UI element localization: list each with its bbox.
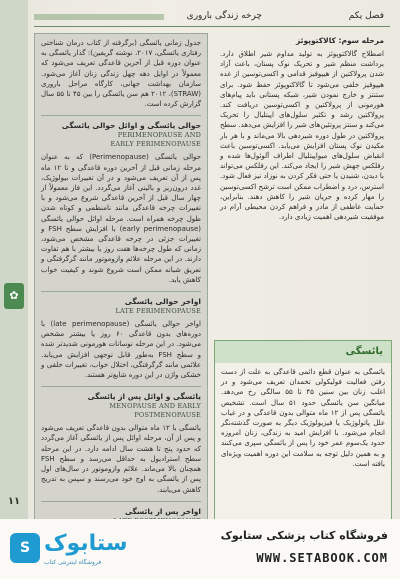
divider — [41, 501, 201, 502]
section-late-perimenopause-heading: اواخر حوالی یائسگی — [124, 297, 201, 307]
store-name: فروشگاه کتاب پزشکی ستابوک — [220, 529, 388, 542]
timeline-intro: جدول زمانی یائسگی (برگرفته از کتاب درمان شناختی رفتاری یائسگی، ۲۰۱۷، نوشته گریفین): گذار یائسگی به عنوان دوره قبل از آخرین قاعدگی تعریف می‌شود که معمولاً در اوایل دهه چهل زندگی زنان آغاز می‌شود. سازمان بهداشت جهانی، کارگاه مراحل باروری (STRAW)، ۲۰۱۲ هم سن یائسگی را بین ۴۵ تا ۵۵ سال گزارش کرده است. — [41, 39, 201, 109]
divider — [41, 386, 201, 387]
section-menopause-en: MENOPAUSE AND EARLY — [109, 402, 201, 411]
menopause-timeline-box — [34, 33, 208, 521]
header-chapter: چرخه زندگی باروری — [186, 11, 262, 21]
divider — [41, 291, 201, 292]
logo-icon: S — [10, 533, 40, 563]
header-part: فصل یکم — [348, 11, 384, 21]
galactopoiesis-heading: مرحله سوم: کالاکتوپوئز — [295, 36, 384, 45]
section-perimenopause-body: حوالی یائسگی (Perimenopause) که به عنوان مرحله زمانی قبل از آخرین دوره قاعدگی و تا ۱۲ ماه پس از آن تعریف می‌شود و در آن تغییرات بیولوژیک، غدد درون‌ریز و بالینی آغاز می‌گردد. این فاز معمولاً از چهار سال قبل از آخرین قاعدگی شروع می‌شود و با تغییرات چرخه قاعدگی مانند نامنظمی و کوتاه شدن طول چرخه همراه است. مرحله اوائل حوالی یائسگی (early perimenopause) با افزایش سطح FSH و تغییرات جزئی در چرخه قاعدگی مشخص می‌شود، زمانی که طول چرخه‌ها هفت روز یا بیشتر با هم تفاوت دارند. در این مرحله علائم وازوموتور مانند گرگرفتگی و تعریق شبانه ممکن است شروع شوند و کیفیت خواب کاهش یابد. — [41, 153, 202, 284]
section-menopause-body: یائسگی با ۱۲ ماه متوالی بدون قاعدگی تعریف می‌شود و پس از آن، مرحله اوائل پس از یائسگی آغاز می‌گردد که حدود پنج تا هشت سال ادامه دارد. در این مرحله سطح استرادیول به حداقل می‌رسد و سطح FSH همچنان بالا می‌ماند. علائم وازوموتور در سال‌های اول پس از یائسگی به اوج خود می‌رسند و سپس به تدریج کاهش می‌یابند. — [41, 424, 201, 494]
logo-tagline: فروشگاه اینترنتی کتاب — [44, 559, 102, 566]
section-menopause-heading: یائسگی و اوائل پس از یائسگی — [87, 392, 201, 402]
store-url-link[interactable]: WWW.SETABOOK.COM — [256, 551, 388, 565]
chapter-icon: ✿ — [4, 283, 24, 309]
side-tab — [0, 0, 28, 519]
running-header — [34, 10, 390, 27]
main-text-column — [214, 33, 390, 333]
page-number: ۱۱ — [7, 496, 21, 507]
section-late-perimenopause-body: اواخر حوالی یائسگی (late perimenopause) با دوره‌های بدون قاعدگی ۶۰ روز یا بیشتر مشخص می‌شود. در این مرحله نوسانات هورمونی شدیدتر شده و سطح FSH به‌طور قابل توجهی افزایش می‌یابد. علائمی مانند گرگرفتگی، اختلال خواب، تغییرات خلقی و خشکی واژن در این دوره شایع‌تر هستند. — [41, 320, 201, 380]
section-perimenopause-en: PERIMENOPAUSE AND — [117, 131, 201, 140]
setabook-logo[interactable] — [10, 531, 130, 569]
logo-wordmark: ستابوک — [44, 531, 128, 556]
menopause-box-title: یائسگی — [215, 341, 391, 363]
menopause-box-body: یائسگی به عنوان قطع دائمی قاعدگی به علت از دست رفتن فعالیت فولیکولی تخمدان تعریف می‌شود و در اغلب زنان بین سنین ۴۵ تا ۵۵ سالگی رخ می‌دهد. میانگین سن یائسگی حدود ۵۱ سال است. تشخیص یائسگی پس از ۱۲ ماه متوالی بدون قاعدگی و در غیاب علل پاتولوژیک یا فیزیولوژیک دیگر به صورت گذشته‌نگر انجام می‌شود. با افزایش امید به زندگی، زنان امروزه حدود یک‌سوم عمر خود را پس از یائسگی سپری می‌کنند و به همین دلیل توجه به سلامت این دوره اهمیت ویژه‌ای یافته است. — [221, 368, 386, 468]
watermark-footer — [0, 519, 400, 579]
menopause-box — [214, 340, 392, 521]
galactopoiesis-body: اصطلاح گالاکتوپوئز به تولید مداوم شیر اطلاق دارد. برداشت منظم شیر و تحریک نوک پستان، باعث آزاد شدن پرولاکتین از هیپوفیز قدامی و اکسی‌توسین از غده هیپوفیز خلفی می‌شود تا گالاکتوپوئز حفظ شود. برای ستنتز و خارج نمودن شیر، شبکه پستانی باید پیام‌های هورمونی از پرولاکتین و اکسی‌توسین دریافت کند. پرولاکتین رشد و تکثیر سلول‌های اپیتلیال را تحریک می‌کند و سنتز پروتئین‌های شیر را افزایش می‌دهد. سطح پرولاکتین در طول دوره شیردهی بالا می‌ماند و با هر بار مکیدن نوک پستان افزایش می‌یابد. اکسی‌توسین باعث انقباض سلول‌های میواپیتلیال اطراف آلوئول‌ها شده و رفلکس جهش شیر را ایجاد می‌کند. این رفلکس می‌تواند با دیدن، شنیدن یا حتی فکر کردن به نوزاد نیز فعال شود. استرس، درد و اضطراب ممکن است ترشح اکسی‌توسین را مهار کرده و جریان شیر را کاهش دهند. بنابراین، حمایت عاطفی از مادر و فراهم کردن محیطی آرام در موفقیت شیردهی اهمیت زیادی دارد. — [220, 50, 384, 222]
section-late-postmenopause-heading: اواخر پس از یائسگی — [124, 506, 201, 516]
section-perimenopause-en-2: EARLY PERIMENOPAUSE — [110, 140, 201, 149]
section-late-perimenopause-en: LATE PERIMENOPAUSE — [115, 307, 201, 316]
divider — [41, 115, 201, 116]
header-decoration — [34, 14, 164, 20]
section-perimenopause-heading: حوالی یائسگی و اوائل حوالی یائسگی — [61, 121, 201, 131]
section-menopause-en-2: POSTMENOPAUSE — [134, 411, 201, 420]
